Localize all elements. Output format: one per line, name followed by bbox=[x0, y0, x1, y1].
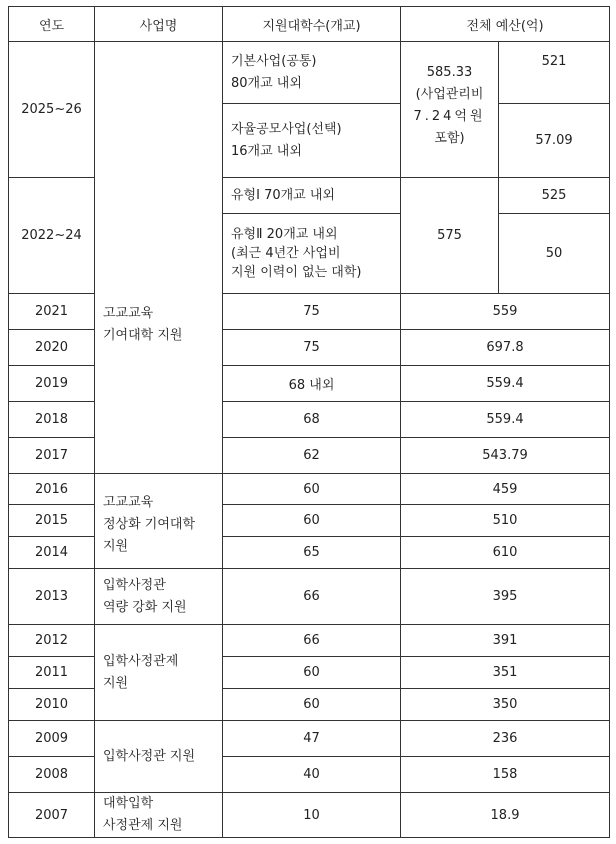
subprogram-cell bbox=[223, 42, 401, 104]
count-cell: 75 bbox=[223, 294, 401, 330]
subprogram-cell bbox=[223, 104, 401, 178]
year-cell: 2015 bbox=[9, 505, 95, 537]
budget-cell: 521 bbox=[499, 42, 610, 104]
program-name: 기여대학 지원 bbox=[103, 328, 183, 344]
year-cell: 2025~26 bbox=[9, 42, 95, 178]
year-cell: 2013 bbox=[9, 569, 95, 625]
budget-cell: 543.79 bbox=[401, 438, 610, 474]
program-cell-empty bbox=[95, 42, 223, 178]
budget-cell: 391 bbox=[401, 625, 610, 657]
subprogram-note: 지원 이력이 없는 대학) bbox=[231, 265, 362, 280]
program-cell bbox=[95, 625, 223, 721]
program-cell bbox=[95, 793, 223, 838]
year-cell: 2020 bbox=[9, 330, 95, 366]
total-budget-cell: 575 bbox=[401, 178, 499, 294]
subprogram-cell: 유형Ⅰ 70개교 내외 bbox=[223, 178, 401, 214]
program-name: 지원 bbox=[103, 675, 129, 691]
count-cell: 47 bbox=[223, 721, 401, 757]
program-cell bbox=[95, 474, 223, 569]
program-name: 지원 bbox=[103, 539, 129, 554]
program-name: 정상화 기여대학 bbox=[103, 517, 196, 532]
count-cell: 60 bbox=[223, 657, 401, 689]
count-cell: 68 내외 bbox=[223, 366, 401, 402]
count-cell: 66 bbox=[223, 625, 401, 657]
table-row bbox=[9, 721, 610, 757]
total-budget-value: 585.33 bbox=[426, 65, 473, 80]
header-univ-count: 지원대학수(개교) bbox=[223, 7, 401, 42]
program-name: 대학입학 bbox=[103, 796, 154, 811]
program-name: 고교교육 bbox=[103, 306, 154, 322]
table-row bbox=[9, 178, 610, 214]
count-cell: 66 bbox=[223, 569, 401, 625]
count-cell: 65 bbox=[223, 537, 401, 569]
budget-cell: 158 bbox=[401, 757, 610, 793]
budget-table bbox=[8, 6, 610, 838]
table-row bbox=[9, 625, 610, 657]
table-row bbox=[9, 793, 610, 838]
year-cell: 2007 bbox=[9, 793, 95, 838]
program-cell bbox=[95, 178, 223, 474]
year-cell: 2009 bbox=[9, 721, 95, 757]
budget-cell: 559.4 bbox=[401, 366, 610, 402]
count-cell: 60 bbox=[223, 689, 401, 721]
year-cell: 2011 bbox=[9, 657, 95, 689]
subprogram-count: 16개교 내외 bbox=[231, 143, 302, 159]
budget-cell: 559 bbox=[401, 294, 610, 330]
budget-cell: 395 bbox=[401, 569, 610, 625]
count-cell: 62 bbox=[223, 438, 401, 474]
budget-cell: 697.8 bbox=[401, 330, 610, 366]
year-cell: 2017 bbox=[9, 438, 95, 474]
budget-cell: 525 bbox=[499, 178, 610, 214]
subprogram-note: (최근 4년간 사업비 bbox=[231, 246, 341, 261]
count-cell: 68 bbox=[223, 402, 401, 438]
budget-cell: 610 bbox=[401, 537, 610, 569]
header-year: 연도 bbox=[9, 7, 95, 42]
budget-cell: 50 bbox=[499, 214, 610, 294]
count-cell: 60 bbox=[223, 505, 401, 537]
table-container bbox=[8, 6, 610, 838]
count-cell: 40 bbox=[223, 757, 401, 793]
subprogram-name: 자율공모사업(선택) bbox=[231, 121, 342, 137]
year-cell: 2021 bbox=[9, 294, 95, 330]
year-cell: 2008 bbox=[9, 757, 95, 793]
program-cell bbox=[95, 569, 223, 625]
count-cell: 60 bbox=[223, 474, 401, 505]
program-name: 입학사정관제 bbox=[103, 653, 179, 669]
subprogram-count: 80개교 내외 bbox=[231, 75, 302, 91]
year-cell: 2018 bbox=[9, 402, 95, 438]
budget-cell: 236 bbox=[401, 721, 610, 757]
total-budget-cell bbox=[401, 42, 499, 178]
program-cell: 입학사정관 지원 bbox=[95, 721, 223, 793]
year-cell: 2016 bbox=[9, 474, 95, 505]
subprogram-cell bbox=[223, 214, 401, 294]
total-budget-note: 포함) bbox=[434, 131, 465, 146]
program-name: 고교교육 bbox=[103, 495, 154, 510]
table-row bbox=[9, 42, 610, 104]
table-row bbox=[9, 569, 610, 625]
year-cell: 2010 bbox=[9, 689, 95, 721]
table-row bbox=[9, 474, 610, 505]
total-budget-note: (사업관리비 bbox=[415, 87, 484, 102]
header-program: 사업명 bbox=[95, 7, 223, 42]
budget-cell: 351 bbox=[401, 657, 610, 689]
budget-cell: 350 bbox=[401, 689, 610, 721]
year-cell: 2019 bbox=[9, 366, 95, 402]
year-cell: 2022~24 bbox=[9, 178, 95, 294]
year-cell: 2014 bbox=[9, 537, 95, 569]
budget-cell: 459 bbox=[401, 474, 610, 505]
count-cell: 10 bbox=[223, 793, 401, 838]
budget-cell: 559.4 bbox=[401, 402, 610, 438]
year-cell: 2012 bbox=[9, 625, 95, 657]
total-budget-note: 7.24억원 bbox=[413, 109, 486, 124]
program-name: 역량 강화 지원 bbox=[103, 599, 187, 615]
header-budget: 전체 예산(억) bbox=[401, 7, 610, 42]
budget-cell: 510 bbox=[401, 505, 610, 537]
subprogram-name: 유형Ⅱ 20개교 내외 bbox=[231, 227, 338, 242]
program-name: 입학사정관 bbox=[103, 577, 166, 593]
budget-cell: 57.09 bbox=[499, 104, 610, 178]
count-cell: 75 bbox=[223, 330, 401, 366]
budget-cell: 18.9 bbox=[401, 793, 610, 838]
header-row bbox=[9, 7, 610, 42]
program-name: 사정관제 지원 bbox=[103, 818, 183, 833]
subprogram-name: 기본사업(공통) bbox=[231, 53, 317, 69]
